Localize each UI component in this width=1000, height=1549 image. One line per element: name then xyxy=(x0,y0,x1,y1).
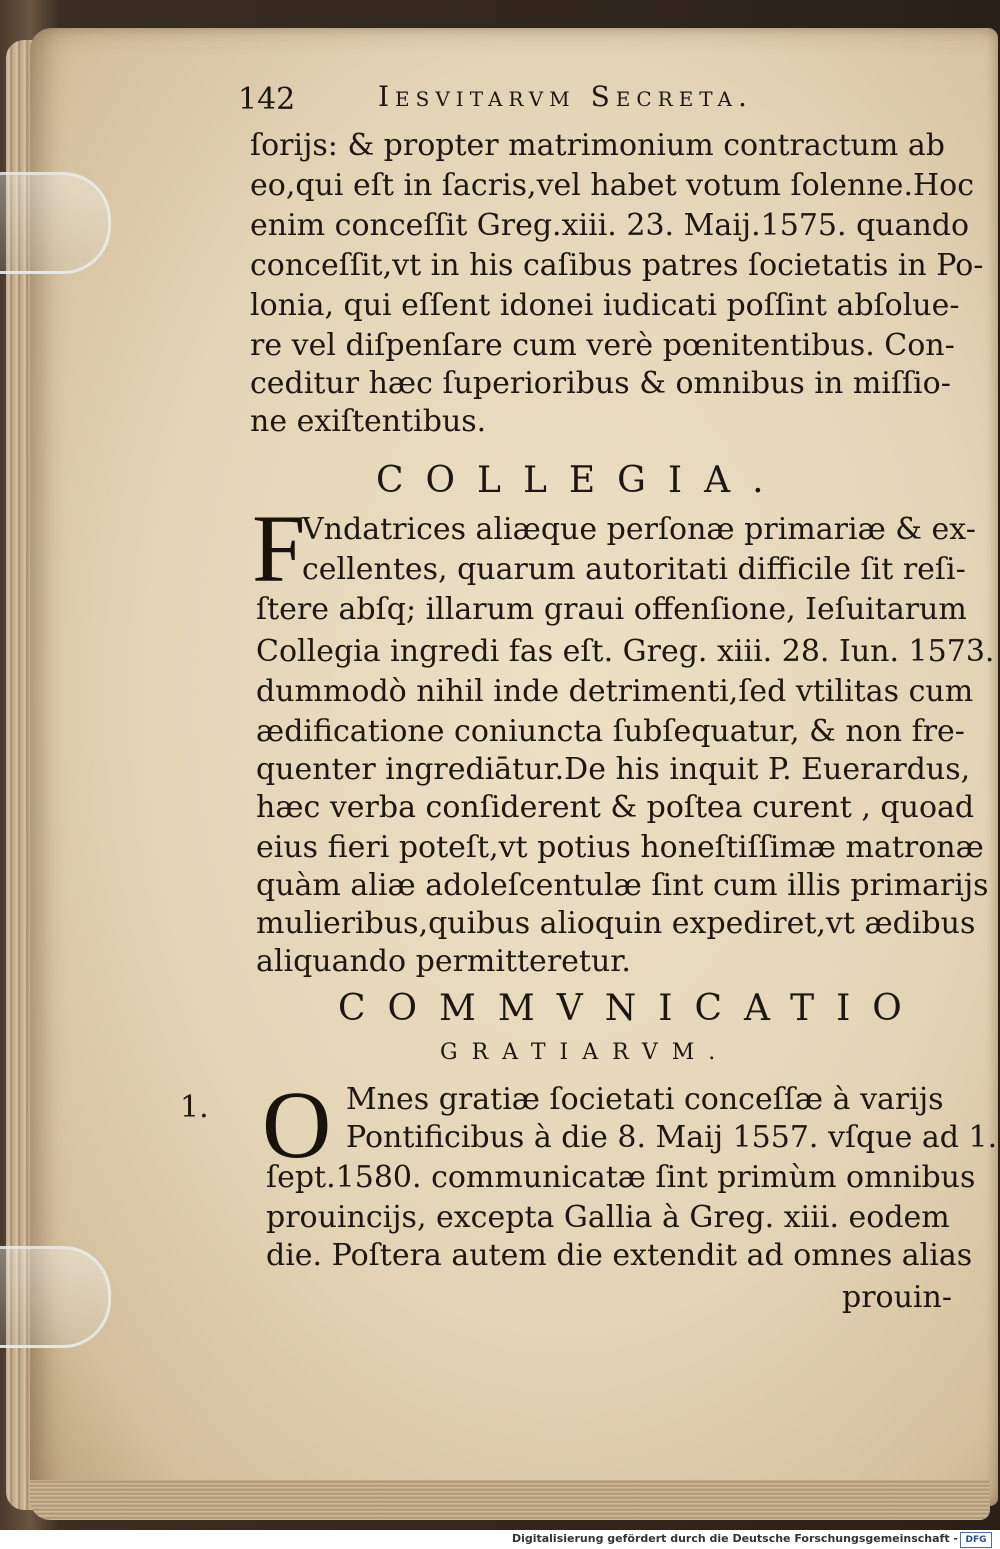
book-clip-top xyxy=(0,172,111,274)
text-line: Pontificibus à die 8. Maij 1557. vſque ad 1. xyxy=(346,1120,998,1155)
dropcap-f: F xyxy=(252,495,306,602)
digitization-footer xyxy=(0,1530,1000,1549)
text-line: quàm aliæ adoleſcentulæ ſint cum illis primarijs xyxy=(256,868,989,903)
page-number: 142 xyxy=(238,82,296,117)
text-line: conceſſit,vt in his caſibus patres ſocietatis in Po- xyxy=(250,248,984,283)
text-line: ceditur hæc ſuperioribus & omnibus in miſſio- xyxy=(250,366,951,401)
text-line: hæc verba conſiderent & poſtea curent , quoad xyxy=(256,790,975,825)
section-heading-collegia: COLLEGIA. xyxy=(376,460,786,501)
text-line: eo,qui eſt in ſacris,vel habet votum ſolenne.Hoc xyxy=(250,168,974,203)
text-line: eius fieri poteſt,vt potius honeſtiſſimæ matronæ xyxy=(256,830,984,865)
text-line: ſorijs: & propter matrimonium contractum ab xyxy=(250,128,945,163)
text-line: Collegia ingredi fas eſt. Greg. xiii. 28. Iun. 1573. xyxy=(256,634,995,669)
page-stack-bottom xyxy=(30,1480,990,1520)
text-line: quenter ingrediātur.De his inquit P. Euerardus, xyxy=(256,752,971,787)
section-subheading-gratiarum: GRATIARVM. xyxy=(440,1040,730,1065)
text-line: ædificatione coniuncta ſubſequatur, & non fre- xyxy=(256,714,965,749)
funding-credit: Digitalisierung gefördert durch die Deutsche Forschungsgemeinschaft - xyxy=(511,1532,958,1545)
text-line: prouincijs, excepta Gallia à Greg. xiii. eodem xyxy=(266,1200,950,1235)
text-line: ne exiſtentibus. xyxy=(250,404,487,439)
section-heading-communicatio: COMMVNICATIO xyxy=(338,988,924,1029)
margin-number: 1. xyxy=(180,1090,209,1125)
text-line: lonia, qui eſſent idonei iudicati poſſint abſolue- xyxy=(250,288,960,323)
running-head: Iesvitarvm Secreta. xyxy=(378,80,753,113)
text-line: ſept.1580. communicatæ ſint primùm omnibus xyxy=(266,1160,976,1195)
text-line: ſtere abſq; illarum graui offenſione, Ieſuitarum xyxy=(256,592,967,627)
text-line: Mnes gratiæ ſocietati conceſſæ à varijs xyxy=(346,1082,944,1117)
catchword: prouin- xyxy=(842,1280,952,1315)
text-line: aliquando permitteretur. xyxy=(256,944,631,979)
text-line: die. Poſtera autem die extendit ad omnes alias xyxy=(266,1238,973,1273)
text-line: re vel diſpenſare cum verè pœnitentibus. Con- xyxy=(250,328,955,363)
text-line: mulieribus,quibus alioquin expediret,vt ædibus xyxy=(256,906,976,941)
text-line: Vndatrices aliæque perſonæ primariæ & ex- xyxy=(302,512,976,547)
text-line: dummodò nihil inde detrimenti,ſed vtilitas cum xyxy=(256,674,974,709)
text-line: enim conceſſit Greg.xiii. 23. Maij.1575. quando xyxy=(250,208,970,243)
text-line: cellentes, quarum autoritati difficile ſit reſi- xyxy=(302,552,966,587)
dropcap-o: O xyxy=(262,1071,332,1178)
book-clip-bottom xyxy=(0,1246,111,1348)
dfg-logo-icon: DFG xyxy=(960,1532,992,1548)
